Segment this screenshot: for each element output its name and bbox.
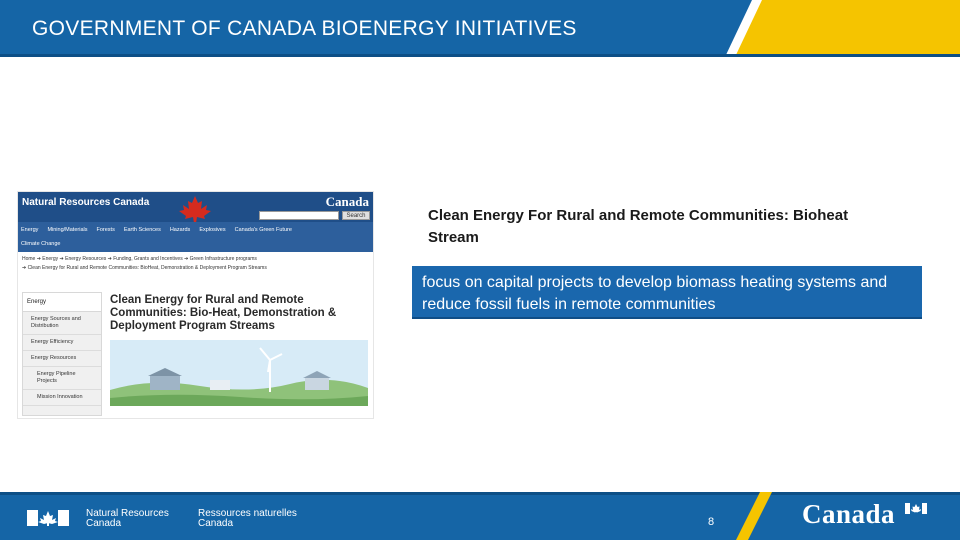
site-search-button: Search [342, 211, 370, 220]
maple-leaf-icon [173, 194, 217, 224]
site-nav-item: Earth Sciences [123, 227, 161, 233]
site-brand: Natural Resources Canada [22, 197, 150, 208]
site-nav-item: Energy [21, 227, 39, 233]
site-sidebar-subitem: Energy Pipeline Projects [23, 367, 101, 390]
wordmark-flag-icon [905, 503, 927, 514]
site-nav-item: Hazards [169, 227, 191, 233]
site-nav-row-1 [21, 227, 292, 233]
site-wordmark: Canada [325, 194, 369, 209]
program-description-box [412, 266, 922, 319]
site-sidebar [22, 292, 102, 416]
site-sidebar-item: Energy Efficiency [23, 335, 101, 351]
site-breadcrumb [22, 255, 267, 273]
site-page-heading: Clean Energy for Rural and Remote Communities: Bio-Heat, Demonstration & Deployment Program Streams [110, 294, 337, 332]
breadcrumb-line-1: Home ➔ Energy ➔ Energy Resources ➔ Funding, Grants and Incentives ➔ Green Infrastructure programs [22, 256, 257, 262]
slide-title: GOVERNMENT OF CANADA BIOENERGY INITIATIVES [32, 17, 577, 40]
page-number: 8 [708, 516, 715, 528]
site-nav-item: Canada's Green Future [234, 227, 292, 233]
site-nav-item: Mining/Materials [47, 227, 88, 233]
footer-banner [0, 492, 960, 540]
site-nav-item: Explosives [199, 227, 226, 233]
footer-org-en-line2: Canada [86, 518, 122, 529]
footer-org-fr-line2: Canada [198, 518, 234, 529]
site-search-input [259, 211, 339, 220]
site-nav-item: Climate Change [21, 241, 61, 247]
clean-energy-illustration [110, 340, 368, 406]
website-screenshot [17, 191, 374, 419]
header-banner [0, 0, 960, 57]
site-nav-item: Forests [96, 227, 115, 233]
site-sidebar-heading: Energy [23, 293, 101, 312]
breadcrumb-line-2: ➔ Clean Energy for Rural and Remote Communities: BioHeat, Demonstration & Deployment Program Streams [22, 265, 267, 271]
site-topbar [18, 192, 374, 222]
site-sidebar-subitem: Mission Innovation [23, 390, 101, 406]
site-nav-row-2 [21, 241, 60, 247]
header-underline [0, 54, 960, 57]
site-sidebar-item: Energy Sources and Distribution [23, 312, 101, 335]
program-description: focus on capital projects to develop biomass heating systems and reduce fossil fuels in remote communities [422, 274, 888, 313]
program-title: Clean Energy For Rural and Remote Communities: Bioheat Stream [428, 207, 849, 246]
canada-wordmark: Canada [802, 499, 896, 529]
footer-org-en-line1: Natural Resources [86, 508, 169, 519]
site-sidebar-item: Energy Resources [23, 351, 101, 367]
site-nav [18, 222, 374, 252]
footer-org-fr-line1: Ressources naturelles [198, 508, 297, 519]
